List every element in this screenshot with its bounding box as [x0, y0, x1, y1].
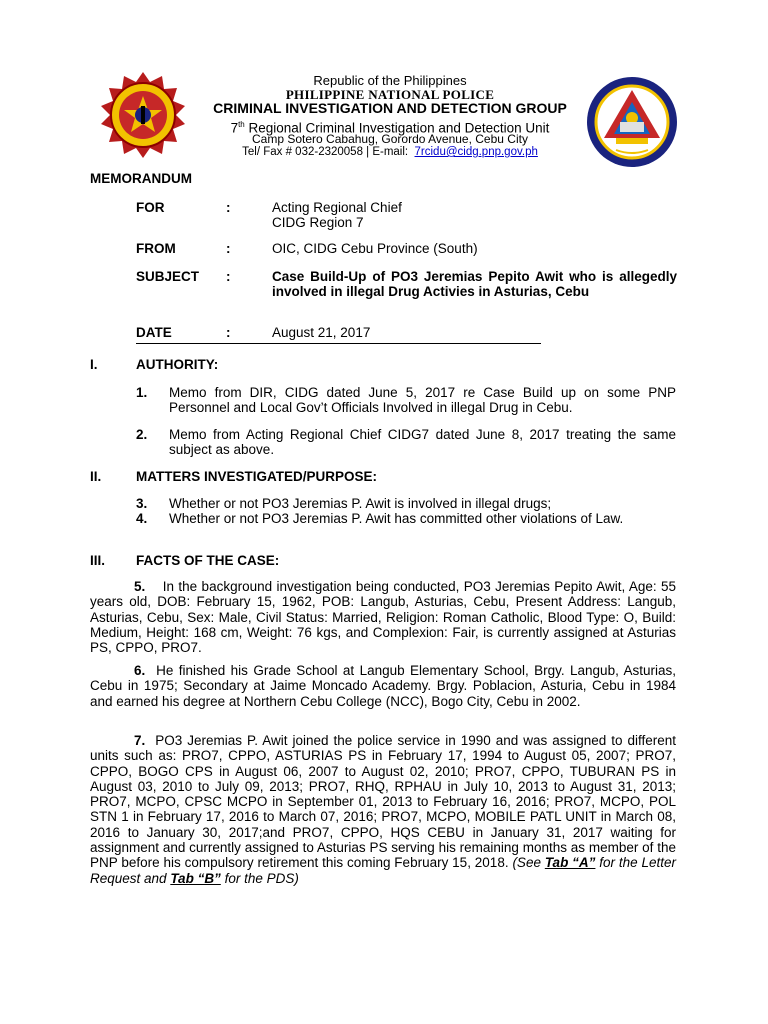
memo-title: MEMORANDUM [90, 171, 192, 186]
pnp-line: PHILIPPINE NATIONAL POLICE [285, 87, 495, 102]
date-label: DATE [136, 325, 172, 340]
contact-line: Tel/ Fax # 032-2320058 | E-mail: 7rcidu@cidg.pnp.gov.ph [242, 146, 538, 158]
for-value: Acting Regional Chief CIDG Region 7 [272, 200, 402, 230]
from-label: FROM [136, 241, 176, 256]
subject-value: Case Build-Up of PO3 Jeremias Pepito Awit who is allegedly involved in illegal Drug Activies in Asturias, Cebu [272, 269, 677, 299]
date-value: August 21, 2017 [272, 325, 371, 340]
from-value: OIC, CIDG Cebu Province (South) [272, 241, 478, 256]
facts-paragraph-6: 6. He finished his Grade School at Langub Elementary School, Brgy. Langub, Asturias, Cebu in 1975; Secondary at Jaime Moncado Academy. Brgy. Poblacion, Asturia, Cebu in 1984 and earned his degree at Northern Cebu College (NCC), Bogo City, Cebu in 2002. [90, 663, 676, 709]
for-label: FOR [136, 200, 165, 215]
tab-a-reference: Tab “A” [544, 855, 596, 871]
tab-b-reference: Tab “B” [170, 870, 221, 886]
facts-paragraph-5: 5. In the background investigation being conducted, PO3 Jeremias Pepito Awit, Age: 55 years old, DOB: February 15, 1962, POB: Langub, Asturias, Cebu, Present Address: Langub, Asturias, Cebu, Sex: Male, Civil Status: Married, Religion: Roman Catholic, Blood Type: O, Build: Medium, Height: 168 cm, Weight: 76 kgs, and Complexion: Fair, is currently assigned at Asturias PS, CPPO, PRO7. [90, 579, 676, 656]
subject-label: SUBJECT [136, 269, 200, 284]
facts-paragraph-7: 7. PO3 Jeremias P. Awit joined the police service in 1990 and was assigned to different units such as: PRO7, CPPO, ASTURIAS PS in February 17, 1994 to August 05, 2007; PRO7, CPPO, BOGO CPS in August 06, 2007 to August 02, 2010; PRO7, CPPO, TUBURAN PS in August 03, 2010 to July 09, 2013; PRO7, RHQ, RPHAU in July 10, 2013 to August 31, 2013; PRO7, MCPO, CPSC MCPO in September 01, 2013 to February 16, 2016; PRO7, MCPO, POL STN 1 in February 17, 2016 to March 07, 2016; PRO7, MCPO, MOBILE PATL UNIT in March 08, 2016 to January 30, 2017;and PRO7, CPPO, HQS CEBU in January 31, 2017 waiting for assignment and currently assigned to Asturias PS serving his remaining months as member of the PNP before his compulsory retirement this coming February 15, 2018. (See Tab “A” for the Letter Request and Tab “B” for the PDS) [90, 733, 677, 886]
address-line: Camp Sotero Cabahug, Gorordo Avenue, Cebu City [252, 132, 528, 146]
email-link[interactable]: 7rcidu@cidg.pnp.gov.ph [414, 146, 538, 158]
date-underline [136, 343, 541, 344]
republic-line: Republic of the Philippines [313, 73, 467, 88]
unit-line: 7th Regional Criminal Investigation and Detection Unit [230, 120, 550, 136]
cidg-line: CRIMINAL INVESTIGATION AND DETECTION GROUP [213, 100, 567, 116]
